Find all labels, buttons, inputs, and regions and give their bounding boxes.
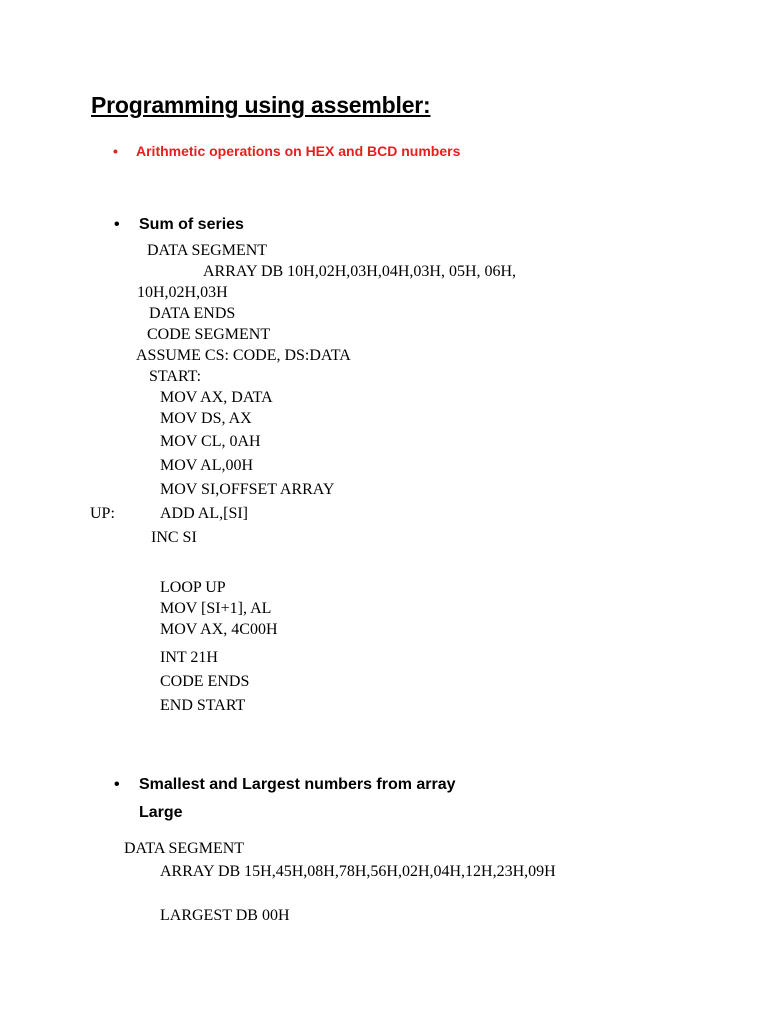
code-line: CODE ENDS: [160, 673, 250, 690]
code-line: START:: [149, 368, 202, 385]
bullet-minmax-text: Smallest and Largest numbers from array: [139, 776, 456, 793]
code-line: 10H,02H,03H: [137, 284, 228, 301]
code-line: ARRAY DB 15H,45H,08H,78H,56H,02H,04H,12H,23H,09H: [160, 863, 556, 880]
code-line: MOV AX, 4C00H: [160, 621, 278, 638]
bullet-sum-text: Sum of series: [139, 216, 244, 233]
code-line: ARRAY DB 10H,02H,03H,04H,03H, 05H, 06H,: [203, 263, 517, 280]
subheading-large: Large: [139, 804, 183, 821]
bullet-dot-icon: •: [114, 776, 120, 793]
code-line: MOV AX, DATA: [160, 389, 273, 406]
code-line: DATA ENDS: [149, 305, 236, 322]
code-line: CODE SEGMENT: [147, 326, 271, 343]
bullet-sum-of-series: [114, 216, 244, 234]
page-heading: Programming using assembler:: [91, 92, 431, 118]
code-line: INC SI: [151, 529, 197, 546]
bullet-dot-icon: •: [113, 143, 118, 159]
bullet-dot-icon: •: [114, 216, 120, 233]
code-line: INT 21H: [160, 649, 218, 666]
bullet-arithmetic-text: Arithmetic operations on HEX and BCD numbers: [136, 143, 461, 159]
code-line: MOV SI,OFFSET ARRAY: [160, 481, 335, 498]
code-line: MOV DS, AX: [160, 410, 252, 427]
code-line: ADD AL,[SI]: [160, 505, 248, 522]
code-line: LOOP UP: [160, 579, 226, 596]
code-line: ASSUME CS: CODE, DS:DATA: [136, 347, 351, 364]
code-line: MOV CL, 0AH: [160, 433, 261, 450]
code-line: END START: [160, 697, 246, 714]
code-line: DATA SEGMENT: [124, 840, 245, 857]
code-label-up: UP:: [90, 505, 115, 522]
code-line: LARGEST DB 00H: [160, 907, 290, 924]
code-line: MOV [SI+1], AL: [160, 600, 272, 617]
code-line: DATA SEGMENT: [147, 242, 268, 259]
code-line: MOV AL,00H: [160, 457, 254, 474]
bullet-smallest-largest: [114, 776, 456, 794]
bullet-arithmetic: [113, 143, 460, 159]
